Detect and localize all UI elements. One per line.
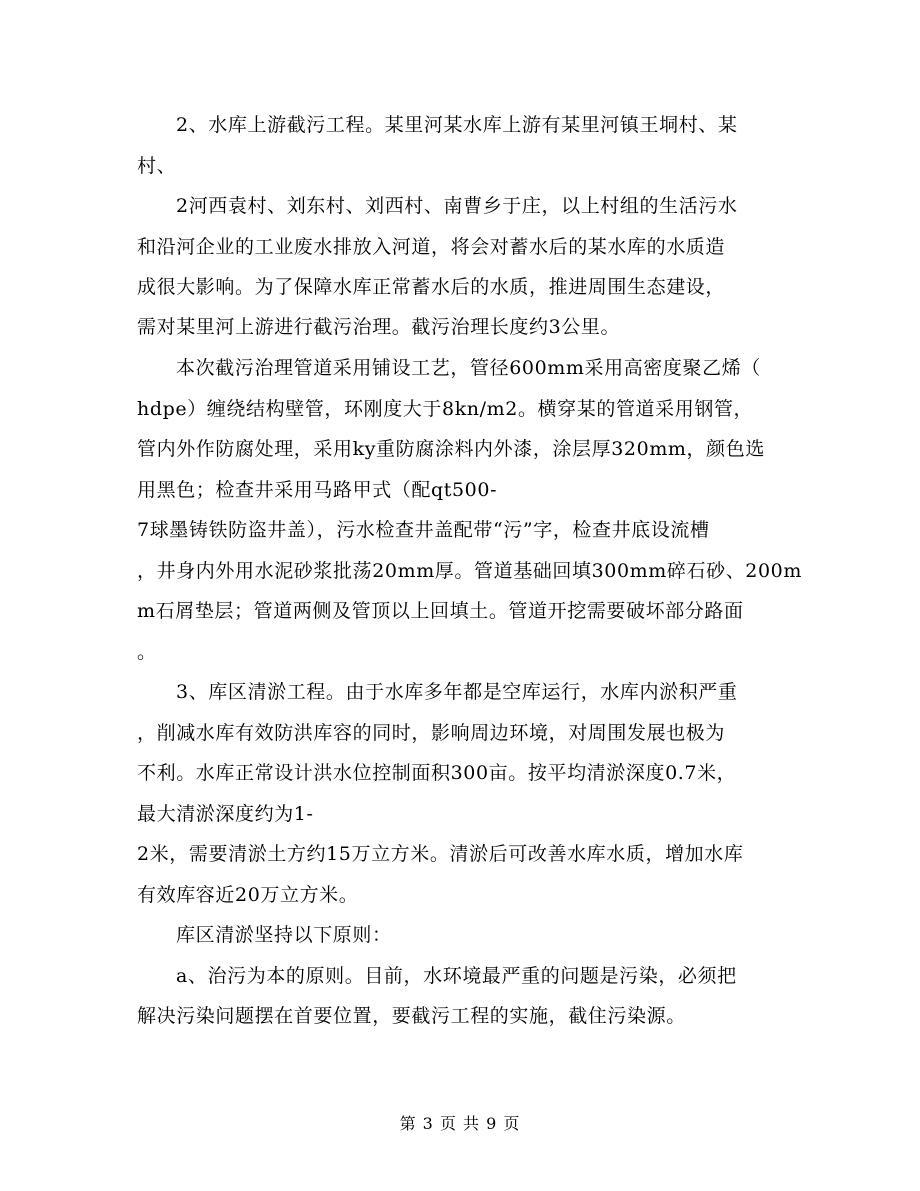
paragraph-line: 。 bbox=[137, 641, 157, 663]
paragraph-line: 用黑色；检查井采用马路甲式（配qt500- bbox=[137, 479, 498, 501]
paragraph-line: 需对某里河上游进行截污治理。截污治理长度约3公里。 bbox=[137, 316, 621, 338]
paragraph-line: 解决污染问题摆在首要位置，要截污工程的实施，截住污染源。 bbox=[137, 1005, 686, 1027]
paragraph-line: 和沿河企业的工业废水排放入河道，将会对蓄水后的某水库的水质造 bbox=[137, 236, 726, 258]
paragraph-line: 本次截污治理管道采用铺设工艺，管径600mm采用高密度聚乙烯（ bbox=[176, 357, 761, 379]
paragraph-line: 有效库容近20万立方米。 bbox=[137, 884, 359, 906]
page-number-footer: 第 3 页 共 9 页 bbox=[399, 1114, 521, 1133]
paragraph-line: a、治污为本的原则。目前，水环境最严重的问题是污染，必须把 bbox=[176, 965, 737, 987]
paragraph-line: 7球墨铸铁防盗井盖），污水检查井盖配带“污”字，检查井底设流槽 bbox=[137, 519, 710, 541]
paragraph-line: 3、库区清淤工程。由于水库多年都是空库运行，水库内淤积严重 bbox=[176, 681, 738, 703]
paragraph-line: 管内外作防腐处理，采用ky重防腐涂料内外漆，涂层厚320mm，颜色选 bbox=[137, 438, 765, 460]
paragraph-line: 2米，需要清淤土方约15万立方米。清淤后可改善水库水质，增加水库 bbox=[137, 843, 744, 865]
paragraph-line: 村、 bbox=[137, 155, 177, 177]
paragraph-line: 2、水库上游截污工程。某里河某水库上游有某里河镇王垌村、某 bbox=[176, 114, 738, 136]
paragraph-line: hdpe）缠绕结构壁管，环刚度大于8kn/m2。横穿某的管道采用钢管， bbox=[137, 398, 754, 420]
paragraph-line: 2河西袁村、刘东村、刘西村、南曹乡于庄，以上村组的生活污水 bbox=[176, 195, 738, 217]
paragraph-line: m石屑垫层；管道两侧及管顶以上回填土。管道开挖需要破坏部分路面 bbox=[137, 600, 744, 622]
paragraph-line: ，削减水库有效防洪库容的同时，影响周边环境，对周围发展也极为 bbox=[137, 722, 726, 744]
paragraph-line: 成很大影响。为了保障水库正常蓄水后的水质，推进周围生态建设， bbox=[137, 276, 726, 298]
paragraph-line: 不利。水库正常设计洪水位控制面积300亩。按平均清淤深度0.7米， bbox=[137, 762, 737, 784]
paragraph-line: 最大清淤深度约为1- bbox=[137, 803, 314, 825]
paragraph-line: ，井身内外用水泥砂浆批荡20mm厚。管道基础回填300mm碎石砂、200m bbox=[137, 560, 802, 582]
paragraph-line: 库区清淤坚持以下原则： bbox=[176, 924, 392, 946]
